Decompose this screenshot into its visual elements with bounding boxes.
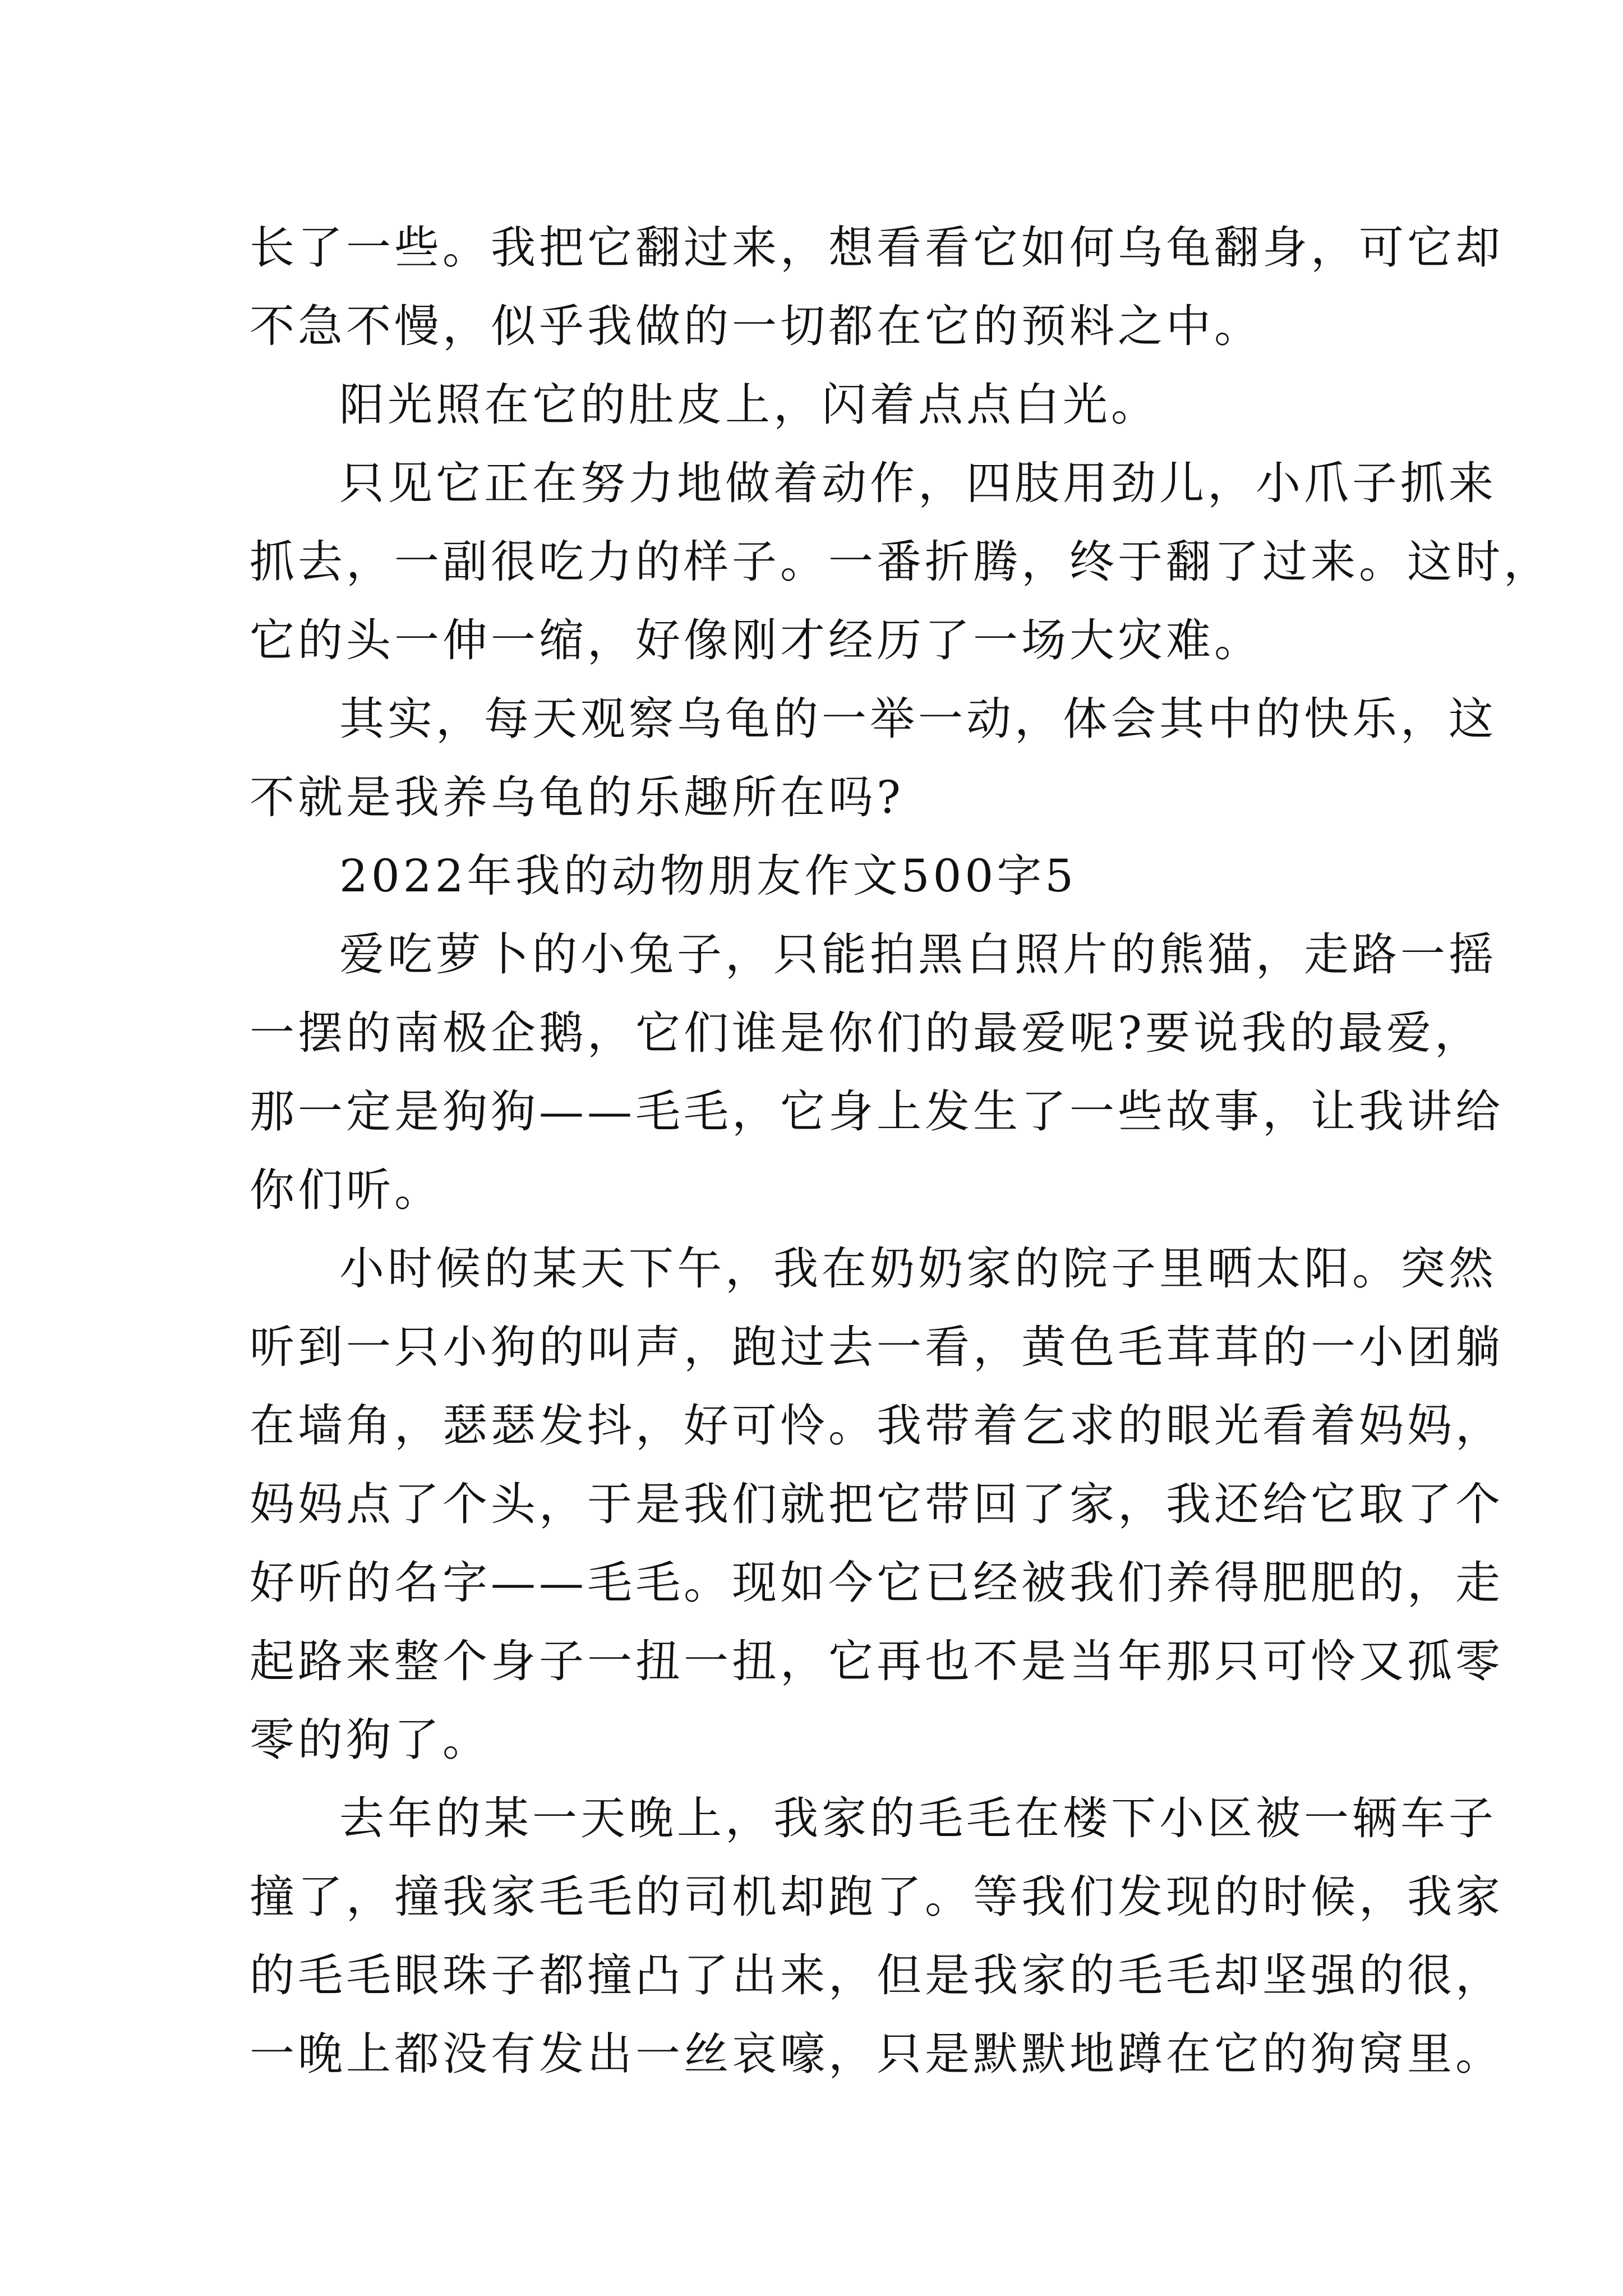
text-line: 去年的某一天晚上，我家的毛毛在楼下小区被一辆车子: [339, 1792, 1497, 1844]
text-line: 一晚上都没有发出一丝哀嚎，只是默默地蹲在它的狗窝里。: [250, 2028, 1504, 2080]
text-line: 爱吃萝卜的小兔子，只能拍黑白照片的熊猫，走路一摇: [339, 928, 1497, 981]
text-line: 其实，每天观察乌龟的一举一动，体会其中的快乐，这: [339, 693, 1497, 745]
text-line: 只见它正在努力地做着动作，四肢用劲儿，小爪子抓来: [339, 457, 1497, 509]
text-line: 不就是我养乌龟的乐趣所在吗?: [250, 771, 904, 823]
text-line: 撞了，撞我家毛毛的司机却跑了。等我们发现的时候，我家: [250, 1871, 1504, 1923]
body-text: [250, 209, 1552, 2093]
text-line: 抓去，一副很吃力的样子。一番折腾，终于翻了过来。这时，: [250, 536, 1552, 588]
text-line: 不急不慢，似乎我做的一切都在它的预料之中。: [250, 300, 1262, 352]
text-line: 起路来整个身子一扭一扭，它再也不是当年那只可怜又孤零: [250, 1635, 1504, 1687]
text-line: 听到一只小狗的叫声，跑过去一看，黄色毛茸茸的一小团躺: [250, 1321, 1504, 1373]
text-line: 的毛毛眼珠子都撞凸了出来，但是我家的毛毛却坚强的很，: [250, 1949, 1504, 2001]
text-line: 你们听。: [250, 1164, 442, 1216]
text-line: 一摆的南极企鹅，它们谁是你们的最爱呢?要说我的最爱，: [250, 1007, 1483, 1059]
text-line: 那一定是狗狗——毛毛，它身上发生了一些故事，让我讲给: [250, 1085, 1504, 1138]
text-line: 妈妈点了个头，于是我们就把它带回了家，我还给它取了个: [250, 1478, 1504, 1530]
text-line: 在墙角，瑟瑟发抖，好可怜。我带着乞求的眼光看着妈妈，: [250, 1400, 1504, 1452]
text-line: 阳光照在它的肚皮上，闪着点点白光。: [339, 379, 1159, 431]
text-line: 好听的名字——毛毛。现如今它已经被我们养得肥肥的，走: [250, 1557, 1504, 1609]
text-line: 长了一些。我把它翻过来，想看看它如何乌龟翻身，可它却: [250, 222, 1504, 274]
section-heading: 2022年我的动物朋友作文500字5: [339, 850, 1077, 902]
text-line: 它的头一伸一缩，好像刚才经历了一场大灾难。: [250, 614, 1262, 666]
text-line: 零的狗了。: [250, 1714, 491, 1766]
text-line: 小时候的某天下午，我在奶奶家的院子里晒太阳。突然: [339, 1243, 1497, 1295]
